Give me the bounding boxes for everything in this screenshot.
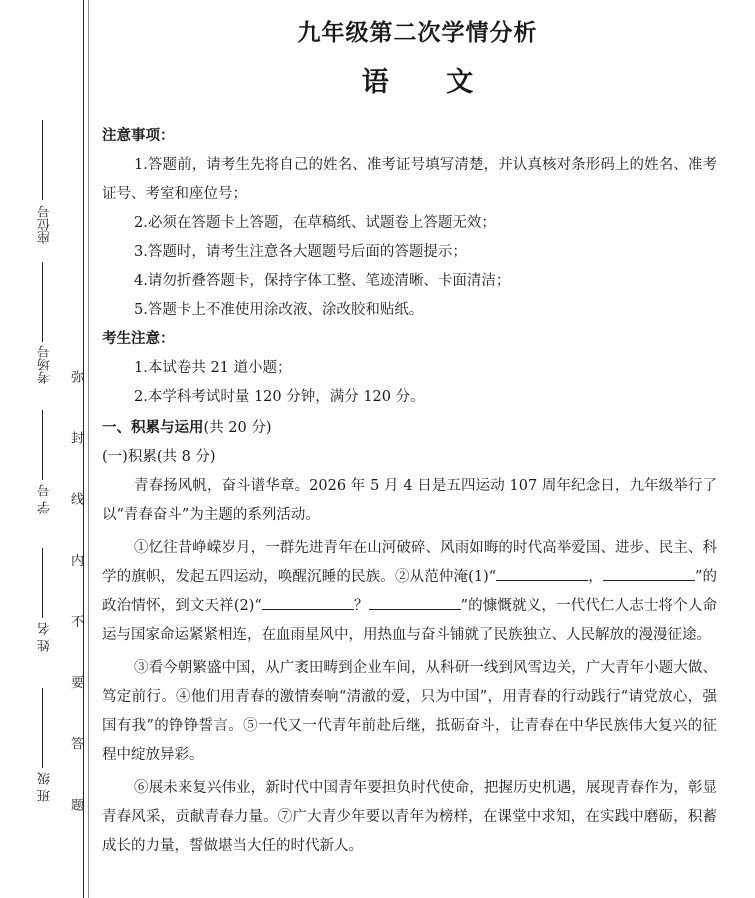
name-line bbox=[42, 548, 43, 618]
exam-title: 九年级第二次学情分析 bbox=[297, 19, 538, 46]
history-text-c: ”的政治情怀，到文天祥(2)“ bbox=[102, 569, 717, 614]
history-text-b: ， bbox=[588, 569, 603, 585]
section-title: 一、积累与运用 bbox=[102, 420, 204, 436]
future-paragraph: ⑥展未来复兴伟业，新时代中国青年要担负时代使命，把握历史机遇，展现青春作为，彰显青春风采，贡献青春力量。⑦广大青少年要以青年为榜样，在课堂中求知，在实践中磨砺，积蓄成长的力量，誓做堪当大任的时代新人。 bbox=[102, 780, 717, 854]
history-text-a: ①忆往昔峥嵘岁月，一群先进青年在山河破碎、风雨如晦的时代高举爱国、进步、民主、科学的旗帜，发起五四运动，唤醒沉睡的民族。②从范仲淹(1)“ bbox=[102, 540, 717, 585]
notice-item: 1.答题前，请考生先将自己的姓名、准考证号填写清楚，并认真核对条形码上的姓名、准考证号、考室和座位号； bbox=[102, 157, 717, 202]
room-number-label: 考场号 bbox=[38, 345, 53, 384]
notice-item: 2.必须在答题卡上答题，在草稿纸、试题卷上答题无效； bbox=[134, 215, 496, 231]
class-label: 班 级 bbox=[38, 772, 53, 803]
student-id-label: 学 号 bbox=[38, 484, 53, 515]
history-paragraph bbox=[102, 534, 717, 650]
notice-item: 3.答题时，请考生注意各大题题号后面的答题提示； bbox=[134, 244, 467, 260]
notice-item: 4.请勿折叠答题卡，保持字体工整、笔迹清晰、卡面清洁； bbox=[134, 273, 511, 289]
section-score: (共 20 分) bbox=[203, 420, 272, 436]
binding-line-inner bbox=[88, 0, 89, 898]
subject-title: 语 文 bbox=[361, 67, 498, 98]
id-line bbox=[42, 410, 43, 480]
exam-content bbox=[102, 122, 717, 861]
student-notice-heading: 考生注意： bbox=[102, 331, 175, 347]
fill-blank-1a[interactable] bbox=[496, 564, 588, 581]
history-text-d: ？ bbox=[353, 598, 369, 614]
section-heading bbox=[102, 414, 717, 443]
seat-number-label: 座位号 bbox=[38, 205, 53, 244]
intro-paragraph: 青春扬风帆，奋斗谱华章。2026 年 5 月 4 日是五四运动 107 周年纪念日，九年级举行了以“青春奋斗”为主题的系列活动。 bbox=[102, 478, 717, 523]
room-line bbox=[42, 262, 43, 342]
history-text-e: ”的慷慨就义，一代代仁人志士将个人命运与国家命运紧紧相连，在血雨星风中，用热血与奋斗铺就了民族独立、人民解放的漫漫征途。 bbox=[102, 598, 717, 643]
fill-blank-2b[interactable] bbox=[369, 593, 461, 610]
notice-item: 5.答题卡上不准使用涂改液、涂改胶和贴纸。 bbox=[134, 302, 424, 318]
seat-line bbox=[42, 120, 43, 200]
student-notice-item: 2.本学科考试时量 120 分钟，满分 120 分。 bbox=[134, 389, 425, 405]
fill-blank-2a[interactable] bbox=[262, 593, 354, 610]
name-label: 姓 名 bbox=[38, 622, 53, 653]
notice-heading: 注意事项： bbox=[102, 128, 175, 144]
present-paragraph: ③看今朝繁盛中国，从广袤田畴到企业车间，从科研一线到风雪边关，广大青年小题大做、笃定前行。④他们用青春的激情奏响“清澈的爱，只为中国”，用青春的行动践行“请党放心，强国有我”的铮铮誓言。⑤一代又一代青年前赴后继，抵砺奋斗，让青春在中华民族伟大复兴的征程中绽放异彩。 bbox=[102, 660, 717, 763]
sub-section-heading: (一)积累(共 8 分) bbox=[102, 449, 216, 465]
class-line bbox=[42, 688, 43, 768]
student-notice-item: 1.本试卷共 21 道小题； bbox=[134, 360, 292, 376]
fill-blank-1b[interactable] bbox=[603, 564, 695, 581]
seal-line-notice: 弥 封 线 内 不 要 答 题 bbox=[68, 370, 83, 833]
